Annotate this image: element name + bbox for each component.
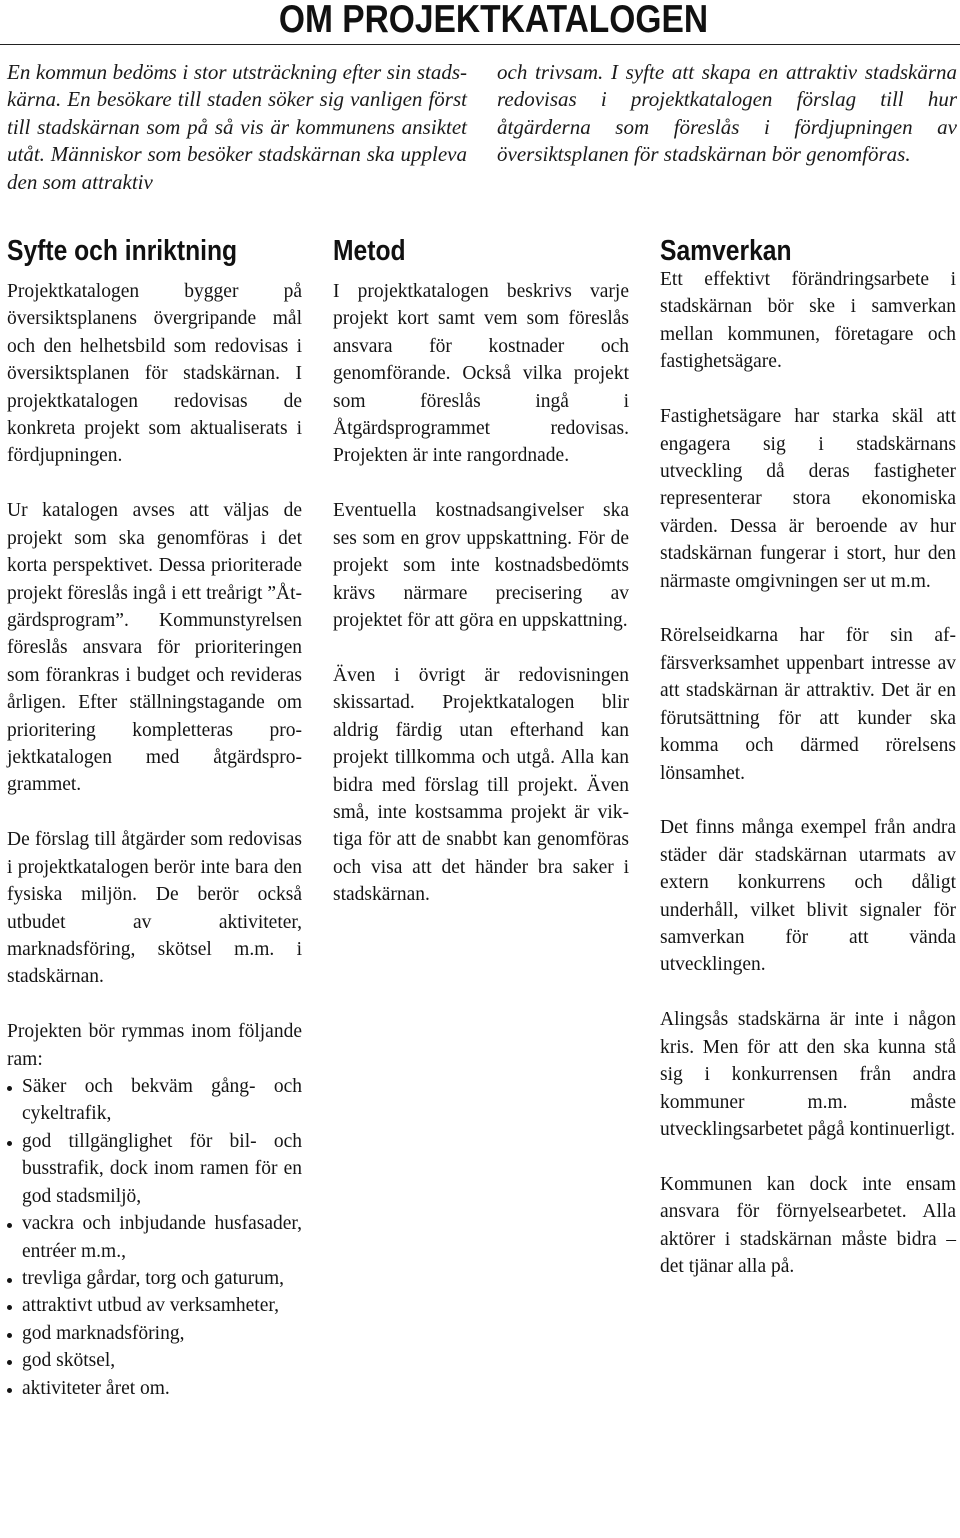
list-item: god skötsel, — [7, 1347, 302, 1374]
list-item: god tillgänglighet för bil- och busstrafik, dock inom ramen för en god stadsmiljö, — [7, 1128, 302, 1210]
paragraph: Projektkatalogen bygger på översiktsplanens övergripande mål och den helhetsbild som redovisas i översiktsplanen för stadskärnan. I projektkatalogen redovisas de konkreta projekt som aktualiserats i fördjupningen. — [7, 281, 302, 467]
column-metod — [333, 232, 629, 936]
heading-metod: Metod — [333, 235, 406, 267]
paragraph: Eventuella kostnadsangivelser ska ses som en grov uppskattning. För de projekt som inte kostnadsbedömts krävs närmare precisering av projektet för att göra en uppskattning. — [333, 500, 629, 631]
list-item: vackra och inbjudande husfasader, entréer m.m., — [7, 1210, 302, 1265]
column-syfte — [7, 232, 302, 1402]
paragraph: Ur katalogen avses att väljas de projekt som ska genomföras i det korta perspektivet. Dessa prioriterade projekt föreslås ingå i ett treårigt ”Åtgärdsprogram”. Kommunstyrelsen föreslås ansvara för prioriteringen som förankras i budget och revideras årligen. Efter ställningstagande om prioritering kompletteras projektkatalogen med åtgärdsprogrammet. — [7, 500, 302, 796]
page-title: OM PROJEKTKATALOGEN — [278, 0, 708, 41]
list-item: aktiviteter året om. — [7, 1375, 302, 1402]
title-divider — [0, 44, 960, 45]
paragraph: Projekten bör rymmas inom följande ram: — [7, 1021, 302, 1070]
paragraph: Alingsås stadskärna är inte i någon kris. Men för att den ska kunna stå sig i konkurrensen från andra kommuner m.m. måste utvecklingsarbetet pågå kontinuerligt. — [660, 1009, 956, 1140]
paragraph: Rörelseidkarna har för sin affärsverksamhet uppenbart intresse av att stadskärnan är attraktiv. Det är en förutsättning för att kunder ska komma och därmed rörelsens lönsamhet. — [660, 625, 956, 784]
column-samverkan — [660, 232, 956, 1308]
intro-text-left: En kommun bedöms i stor utsträckning efter sin stadskärna. En besökare till staden söker sig vanligen först till stadskärnan som på så vis är kommunens ansiktet utåt. Människor som besöker stadskärnan ska uppleva den som attraktiv — [7, 60, 467, 194]
bullet-list — [7, 1073, 302, 1402]
paragraph: I projektkatalogen beskrivs varje projekt kort samt vem som föreslås ansvara för kostnader och genomförande. Också vilka projekt som föreslås ingå i Åtgärdsprogrammet redovisas. Projekten är inte rangordnade. — [333, 281, 629, 467]
heading-samverkan: Samverkan — [660, 235, 792, 267]
paragraph: Även i övrigt är redovisningen skissartad. Projektkatalogen blir aldrig färdig utan efterhand kan projekt tillkomma och utgå. Alla kan bidra med förslag till projekt. Även små, inte kostsamma projekt är viktiga för att de snabbt kan genomföras och visa att det händer bra saker i stadskärnan. — [333, 664, 629, 906]
list-item: god marknadsföring, — [7, 1320, 302, 1347]
list-item: trevliga gårdar, torg och gaturum, — [7, 1265, 302, 1292]
paragraph: Det finns många exempel från andra städer där stadskärnan utarmats av extern konkurrens och dåligt underhåll, vilket blivit signaler för samverkan för att vända utvecklingen. — [660, 817, 956, 976]
intro-text-right: och trivsam. I syfte att skapa en attraktiv stadskärna redovisas i projektkatalogen förslag till hur åtgärderna som föreslås i fördjupningen av översiktsplanen för stadskärnan bör genomföras. — [497, 60, 957, 167]
paragraph: De förslag till åtgärder som redovisas i projektkatalogen berör inte bara den fysiska miljön. De berör också utbudet av aktiviteter, marknadsföring, skötsel m.m. i stadskärnan. — [7, 829, 302, 988]
paragraph: Kommunen kan dock inte ensam ansvara för förnyelsearbetet. Alla aktörer i stadskärnan måste bidra – det tjänar alla på. — [660, 1173, 956, 1278]
list-item: attraktivt utbud av verksamheter, — [7, 1292, 302, 1319]
paragraph: Ett effektivt förändringsarbete i stadskärnan bör ske i samverkan mellan kommunen, företagare och fastighetsägare. — [660, 269, 956, 373]
list-item: Säker och bekväm gång- och cykeltrafik, — [7, 1073, 302, 1128]
paragraph: Fastighetsägare har starka skäl att engagera sig i stadskärnans utveckling då deras fastigheter representerar stora ekonomiska värden. Dessa är beroende av hur stadskärnan fungerar i stort, hur den närmaste omgivningen ser ut m.m. — [660, 406, 956, 592]
heading-syfte-och-inriktning: Syfte och inriktning — [7, 235, 238, 267]
